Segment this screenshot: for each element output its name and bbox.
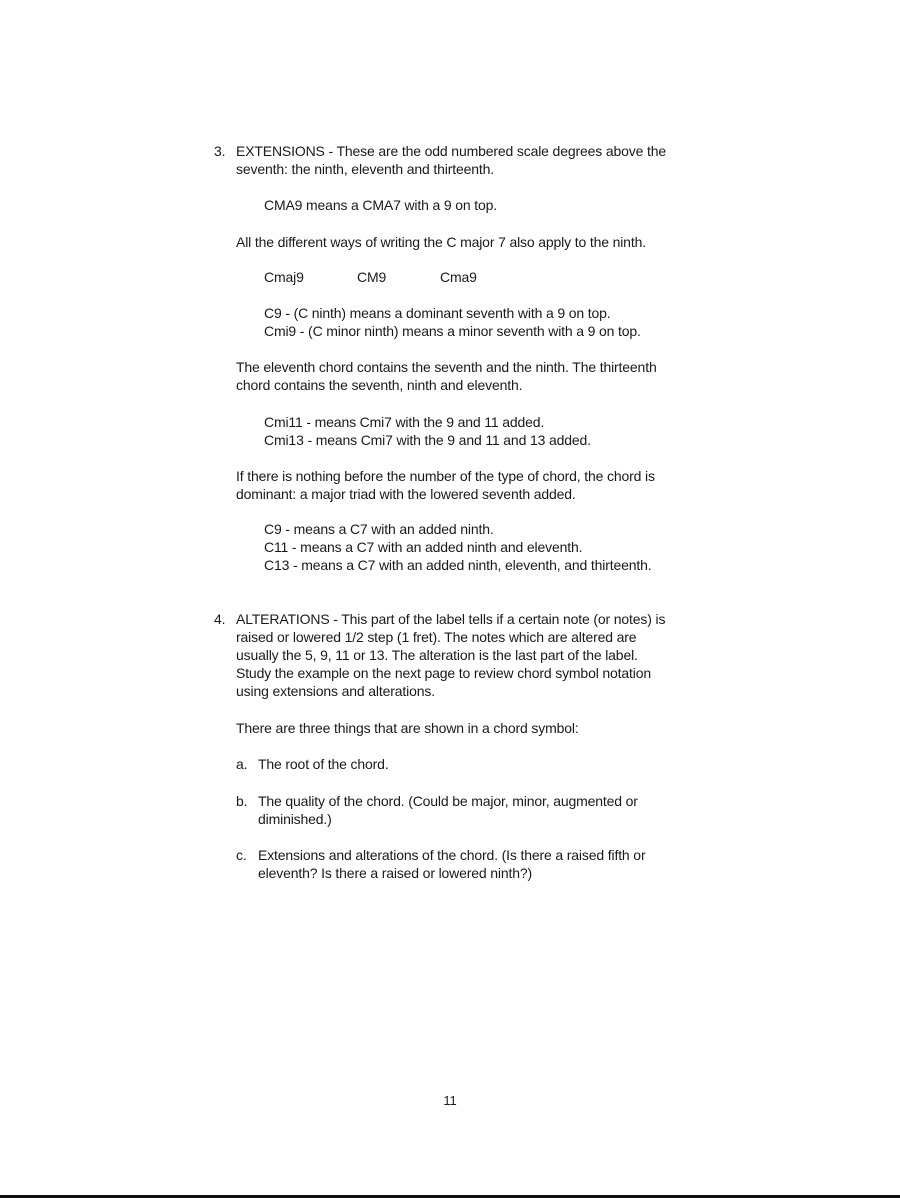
ninth-examples: C9 - (C ninth) means a dominant seventh with a 9 on top. Cmi9 - (C minor ninth) means a minor seventh with a 9 on top.	[264, 305, 641, 339]
three-things-text: There are three things that are shown in a chord symbol:	[236, 720, 579, 736]
list-letter: a.	[236, 756, 248, 772]
page-number: 11	[443, 1093, 457, 1108]
list-letter: c.	[236, 847, 247, 863]
different-ways-text: All the different ways of writing the C major 7 also apply to the ninth.	[236, 234, 646, 250]
dominant-paragraph: If there is nothing before the number of the type of chord, the chord is dominant: a major triad with the lowered seventh added.	[236, 468, 655, 502]
alterations-heading: ALTERATIONS - This part of the label tells if a certain note (or notes) is raised or lowered 1/2 step (1 fret). The notes which are altered are usually the 5, 9, 11 or 13. The alteration is the last part of the label. Study the example on the next page to review chord symbol notation using extensions and alterations.	[236, 611, 666, 699]
dominant-examples: C9 - means a C7 with an added ninth. C11 - means a C7 with an added ninth and eleventh. C13 - means a C7 with an added ninth, eleventh, and thirteenth.	[264, 521, 652, 573]
section-number: 3.	[214, 143, 226, 159]
list-item-text: Extensions and alterations of the chord. (Is there a raised fifth or eleventh? Is there a raised or lowered ninth?)	[258, 847, 646, 881]
minor-examples: Cmi11 - means Cmi7 with the 9 and 11 added. Cmi13 - means Cmi7 with the 9 and 11 and 13 added.	[264, 414, 591, 448]
cma9-definition: CMA9 means a CMA7 with a 9 on top.	[264, 197, 498, 213]
list-item-text: The quality of the chord. (Could be major, minor, augmented or diminished.)	[258, 793, 638, 827]
eleventh-paragraph: The eleventh chord contains the seventh and the ninth. The thirteenth chord contains the seventh, ninth and eleventh.	[236, 359, 657, 393]
chord-name: Cmaj9	[264, 269, 304, 285]
list-item-text: The root of the chord.	[258, 756, 389, 772]
section-number: 4.	[214, 611, 226, 627]
extensions-heading: EXTENSIONS - These are the odd numbered scale degrees above the seventh: the ninth, eleventh and thirteenth.	[236, 143, 666, 177]
list-letter: b.	[236, 793, 248, 809]
chord-name: CM9	[357, 269, 387, 285]
chord-name: Cma9	[440, 269, 477, 285]
